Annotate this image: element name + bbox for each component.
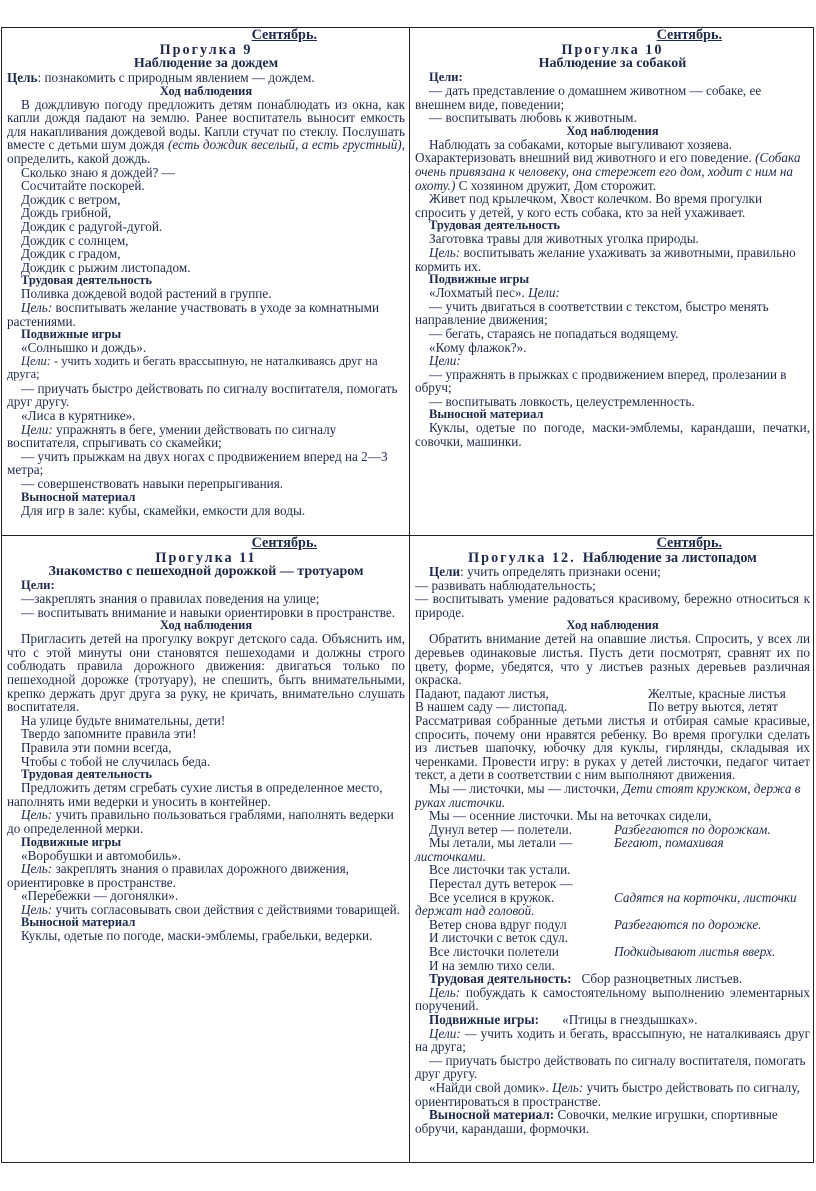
observation-heading: Ход наблюдения	[566, 618, 659, 633]
labor-text: Заготовка травы для животных уголка природы.	[429, 231, 699, 247]
labor-goal-text: побуждать к самостоятельному выполнению элементарных поручений.	[415, 984, 810, 1014]
month-heading: Сентябрь.	[251, 28, 317, 43]
game-action: Подкидывают листья вверх.	[614, 944, 776, 960]
game-line: Мы — листочки, мы — листочки,	[429, 780, 620, 796]
game-goal: — учить прыжкам на двух ногах с продвижением вперед на 2—3 метра;	[7, 448, 388, 478]
game-line: Мы летали, мы летали —	[429, 835, 573, 851]
rhyme-line: Падают, падают листья,	[415, 685, 549, 701]
cell-walk-12	[410, 536, 814, 1162]
game-goals-label: Цели:	[429, 353, 461, 369]
labor-heading: Трудовая деятельность:	[429, 971, 572, 987]
material-text: Куклы, одетые по погоде, маски-эмблемы, карандаши, печатки, совочки, машинки.	[415, 420, 810, 450]
month-heading: Сентябрь.	[656, 28, 722, 43]
labor-goal-label: Цель:	[21, 807, 53, 823]
observation-heading: Ход наблюдения	[159, 83, 253, 98]
games-heading: Подвижные игры	[21, 327, 122, 342]
game-line: Мы — осенние листочки. Мы на веточках сидели,	[429, 808, 712, 824]
game-goal: — упражнять в прыжках с продвижением вперед, пролезании в обруч;	[415, 366, 787, 396]
poem-line: Дождик с радугой-дугой.	[21, 218, 163, 234]
labor-goal-text: учить правильно пользоваться граблями, наполнять ведерки до определенной мерки.	[7, 807, 394, 836]
labor-heading: Трудовая деятельность	[21, 767, 152, 782]
material-heading: Выносной материал	[21, 489, 136, 504]
walk-number: Прогулка 12.	[468, 550, 576, 566]
rhyme-line: Желтые, красные листья	[648, 685, 786, 701]
poem-line: Сколько знаю я дождей? —	[21, 164, 175, 180]
poem-line: Сосчитайте поскорей.	[21, 178, 145, 194]
game-goal: — совершенствовать навыки перепрыгивания.	[21, 476, 284, 492]
game-name: «Лиса в курятнике».	[21, 408, 136, 424]
goals-label: Цели:	[429, 70, 463, 84]
labor-heading: Трудовая деятельность	[429, 218, 560, 233]
observation-tail: определить, какой дождь.	[7, 150, 151, 166]
goal-item: — развивать наблюдательность;	[415, 577, 596, 593]
labor-heading: Трудовая деятельность	[21, 273, 152, 288]
walk-title: Наблюдение за дождем	[133, 56, 279, 71]
game-name: «Лохматый пес».	[429, 285, 525, 301]
poem-line: Дождик с градом,	[21, 246, 121, 262]
labor-text: Предложить детям сгребать сухие листья в определенное место, наполнять ими ведерки и уносить в контейнер.	[7, 780, 383, 809]
game-goal: — воспитывать ловкость, целеустремленность.	[429, 393, 695, 409]
game-goals-label: Цели:	[21, 353, 51, 368]
labor-goal-label: Цель:	[429, 984, 461, 1000]
labor-goal-label: Цель:	[21, 299, 53, 315]
game-goals-text: - учить ходить и бегать врассыпную, не наталкиваясь друг на друга;	[7, 353, 378, 382]
cell-walk-9	[2, 28, 409, 535]
observation-text: В дождливую погоду предложить детям понаблюдать из окна, как капли дождя падают на землю. Ранее воспитатель выносит емкость для накапливания дождевой воды. Капли стучат по стеклу. Послушать вместе с детьми шум дождя	[7, 96, 405, 153]
material-heading: Выносной материал:	[429, 1107, 555, 1123]
labor-goal-text: воспитывать желание участвовать в уходе за комнатными растениями.	[7, 299, 380, 329]
game-line: Все листочки так устали.	[429, 862, 571, 878]
lesson-grid-table	[1, 27, 814, 1163]
game-goal: — приучать быстро действовать по сигналу воспитателя, помогать друг другу.	[415, 1052, 806, 1082]
poem-line: Твердо запомните правила эти!	[21, 726, 197, 742]
poem-line: На улице будьте внимательны, дети!	[21, 712, 226, 728]
material-heading: Выносной материал	[429, 407, 544, 422]
walk-title: Знакомство с пешеходной дорожкой — тротуаром	[48, 564, 364, 579]
goal-label: Цель	[7, 70, 38, 85]
game-action: Бегают, помахивая	[614, 835, 724, 851]
game-line: Все листочки полетели	[429, 944, 559, 960]
poem-line: Правила эти помни всегда,	[21, 739, 172, 755]
observation-italic: (Собака очень привязана к человеку, она стережет его дом, ходит с ним на охоту.)	[415, 150, 801, 193]
goal-item: — воспитывать внимание и навыки ориентировки в пространстве.	[21, 604, 396, 620]
game-goal: — приучать быстро действовать по сигналу воспитателя, помогать друг другу.	[7, 380, 398, 410]
game-line: Перестал дуть ветерок —	[429, 876, 573, 892]
game-line: И листочки с веток сдул.	[429, 930, 569, 946]
game-action: Садятся на корточки, листочки	[614, 889, 797, 905]
game-goals-text: упражнять в беге, умении действовать по сигналу воспитателя, спрыгивать со скамейки;	[7, 421, 337, 451]
game-action: Дети стоят кружком, держа в руках листочки.	[415, 780, 801, 810]
game-name: «Перебежки — догонялки».	[21, 888, 179, 904]
observation-heading: Ход наблюдения	[159, 618, 253, 633]
cell-walk-11	[2, 536, 409, 1162]
game-goal-text: учить согласовывать свои действия с действиями товарищей.	[52, 901, 401, 917]
labor-goal-label: Цель:	[429, 244, 461, 260]
goals-label: Цели:	[21, 578, 55, 592]
game-goal-text: закреплять знания о правилах дорожного движения, ориентировке в пространстве.	[7, 861, 349, 890]
poem-line: Чтобы с тобой не случилась беда.	[21, 753, 211, 769]
game-line: Дунул ветер — полетели.	[429, 821, 572, 837]
material-text: Совочки, мелкие игрушки, спортивные обручи, карандаши, формочки.	[415, 1107, 778, 1136]
game-action: Разбегаются по дорожкам.	[614, 821, 771, 837]
goals-text: : учить определять признаки осени;	[460, 564, 661, 579]
game-goal: — бегать, стараясь не попадаться водящему.	[429, 325, 679, 341]
game-goal-label: Цель:	[21, 861, 53, 877]
game-name: «Солнышко и дождь».	[21, 340, 147, 356]
game-goals-text: учить ходить и бегать, врассыпную, не наталкиваясь друг на друга;	[415, 1025, 811, 1055]
poem-line: Дождик с ветром,	[21, 191, 121, 207]
goal-item: — дать представление о домашнем животном — собаке, ее внешнем виде, поведении;	[415, 83, 762, 112]
games-heading: Подвижные игры	[21, 834, 122, 849]
walk-number: Прогулка 9	[159, 42, 253, 58]
observation-text: Наблюдать за собаками, которые выгуливают хозяева. Охарактеризовать внешний вид животного и его поведение.	[415, 136, 752, 166]
observation-text: С хозяином дружит, Дом сторожит.	[455, 177, 657, 193]
game-action: держат над головой.	[415, 903, 535, 919]
month-heading: Сентябрь.	[656, 536, 722, 551]
walk-title: Наблюдение за собакой	[538, 56, 687, 71]
rhyme-line: В нашем саду — листопад.	[415, 699, 568, 715]
observation-text: Обратить внимание детей на опавшие листья. Спросить, у всех ли деревьев одинаковые листья. Пусть дети посмотрят, сравнят их по цвету, форме, убедятся, что у листьев разных деревьев различная окраска.	[415, 631, 810, 688]
game-name: «Птицы в гнездышках».	[562, 1012, 698, 1027]
game-name: «Воробушки и автомобиль».	[21, 847, 182, 863]
material-text: Для игр в зале: кубы, скамейки, емкости для воды.	[21, 502, 306, 518]
game-name: «Кому флажок?».	[429, 339, 527, 355]
game-line: И на землю тихо сели.	[429, 957, 555, 973]
walk-number: Прогулка 11	[155, 550, 257, 566]
material-heading: Выносной материал	[21, 915, 136, 930]
rhyme-line: По ветру вьются, летят	[648, 699, 778, 715]
goals-label: Цели	[429, 564, 461, 579]
observation-italic: (есть дождик веселый, а есть грустный),	[167, 137, 405, 153]
game-goal: — учить двигаться в соответствии с текстом, быстро менять направление движения;	[415, 298, 769, 328]
cell-walk-10	[410, 28, 814, 535]
observation-text: Пригласить детей на прогулку вокруг детского сада. Объяснить им, что с этой минуты они становятся пешеходами и должны строго соблюдать правила дорожного движения: двигаться только по пешеходной дорожке (тротуару), не спешить, быть внимательными, крепко держать друг друга за руку, не кричать, внимательно слушать воспитателя.	[7, 631, 405, 715]
goal-item: —закреплять знания о правилах поведения на улице;	[21, 591, 320, 606]
labor-text: Поливка дождевой водой растений в группе.	[21, 286, 272, 302]
goal-item: — воспитывать умение радоваться красивому, бережно относиться к природе.	[415, 591, 810, 620]
walk-title: Наблюдение за листопадом	[582, 550, 757, 566]
game-name: «Найди свой домик».	[429, 1079, 549, 1095]
goal-text: : познакомить с природным явлением — дождем.	[37, 70, 315, 85]
month-heading: Сентябрь.	[251, 536, 317, 551]
observation-text: Рассматривая собранные детьми листья и отбирая самые красивые, спросить, почему они нравятся ребенку. Во время прогулки сделать из листьев шапочку, юбочку для куклы, гирлянды, складывая их черенками. Провести игру: в руках у детей листочки, педагог читает текст, а дети в соответствии с ним выполняют движения.	[415, 712, 810, 783]
labor-goal-text: воспитывать желание ухаживать за животными, правильно кормить их.	[415, 244, 796, 274]
games-heading: Подвижные игры:	[429, 1012, 540, 1027]
game-goals-label: Цели:	[21, 421, 53, 437]
material-text: Куклы, одетые по погоде, маски-эмблемы, грабельки, ведерки.	[21, 928, 373, 944]
game-goal-label: Цель:	[21, 901, 53, 917]
labor-text: Сбор разноцветных листьев.	[581, 971, 743, 987]
game-goal-text: учить быстро действовать по сигналу, ориентироваться в пространстве.	[415, 1079, 800, 1109]
poem-line: Дождик с рыжим листопадом.	[21, 259, 191, 275]
game-goal-label: Цель:	[548, 1079, 584, 1095]
goal-item: — воспитывать любовь к животным.	[429, 110, 637, 126]
game-action: листочками.	[415, 848, 487, 864]
poem-line: Дождик с солнцем,	[21, 232, 129, 248]
observation-text: Живет под крылечком, Хвост колечком. Во время прогулки спросить у детей, у кого есть собака, кто за ней ухаживает.	[415, 191, 763, 220]
poem-line: Дождь грибной,	[21, 205, 112, 221]
observation-heading: Ход наблюдения	[566, 123, 659, 138]
games-heading: Подвижные игры	[429, 272, 530, 287]
game-goals-label: Цели:	[524, 285, 560, 301]
game-goals-label: Цели: —	[429, 1025, 477, 1041]
game-line: Все уселися в кружок.	[429, 889, 555, 905]
game-action: Разбегаются по дорожке.	[614, 916, 762, 932]
walk-number: Прогулка 10	[561, 42, 664, 58]
game-line: Ветер снова вдруг подул	[429, 916, 567, 932]
